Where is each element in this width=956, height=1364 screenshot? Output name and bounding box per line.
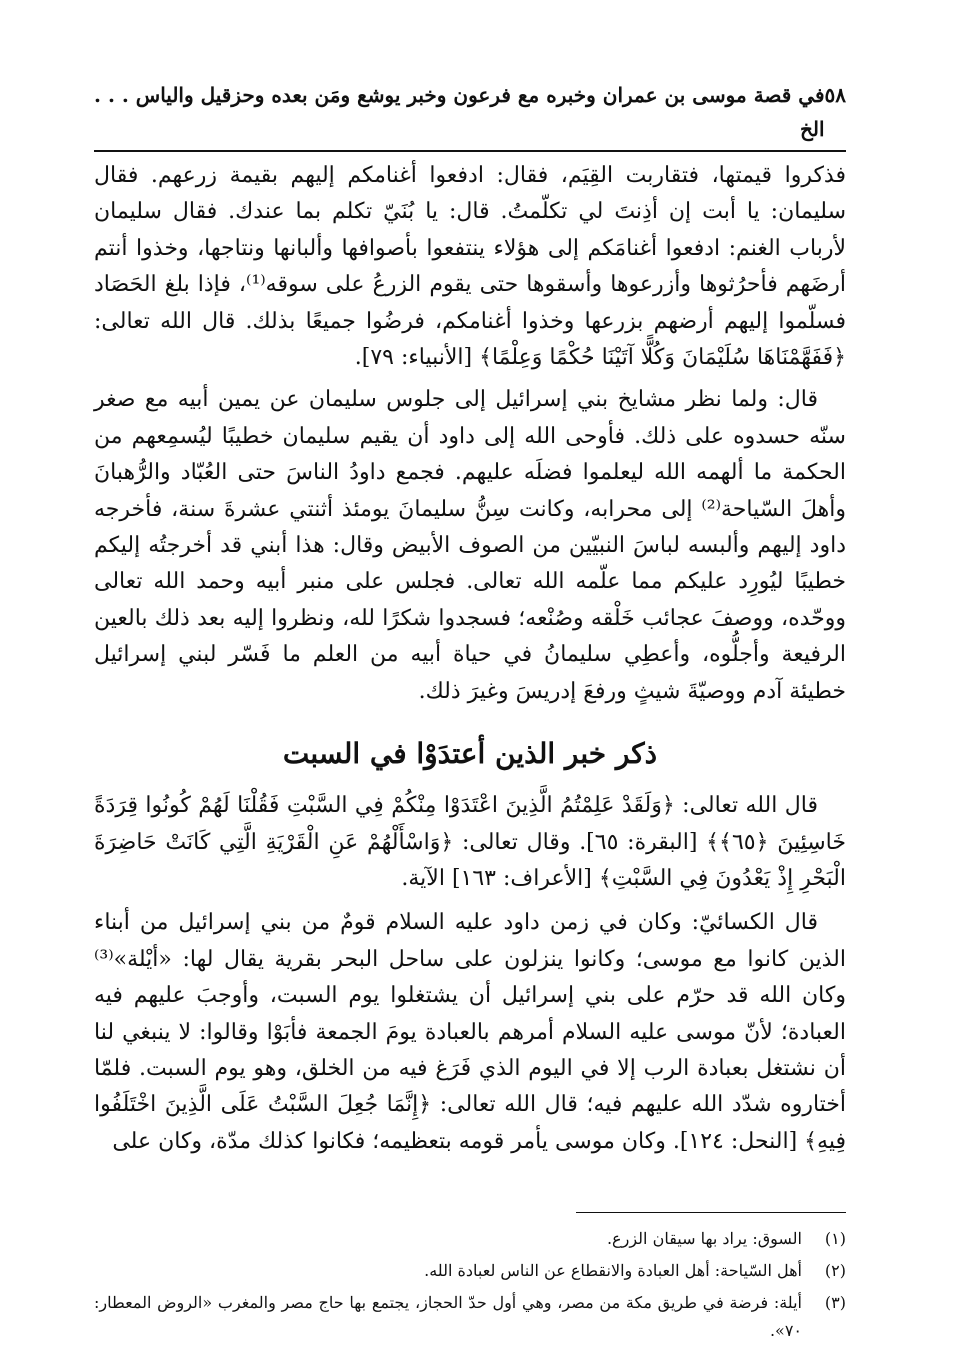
paragraph-1: فذكروا قيمتها، فتقاربت القِيَم، فقال: ادفعوا أغنامكم إليهم بقيمة زرعهم. فقال سليمان: يا أبت إن أذِنتَ لي تكلّمتُ. قال: يا بُنَيّ تكلم بما عندك. فقال سليمان لأرباب الغنم: ادفعوا أغنامَكم إلى هؤلاء ينتفعوا بأصوافها وألبانها ونتاجها، وخذوا أنتم أرضَهم فأحرُثوها وأزرعوها وأسقوها حتى يقوم الزرعُ على سوقه⁽¹⁾، فإذا بلغ الحَصَاد فسلّموا إليهم أرضهم بزرعها وخذوا أغنامكم، فرضُوا جميعًا بذلك. قال الله تعالى: ﴿فَفَهَّمْنَاهَا سُلَيْمَانَ وَكُلًّا آتَيْنَا حُكْمًا وَعِلْمًا﴾ [الأنبياء: ٧٩].	[94, 163, 846, 371]
footnote-number: (٣)	[824, 1293, 846, 1313]
footnote-number: (٢)	[824, 1261, 846, 1281]
footnote-divider	[576, 1212, 846, 1213]
running-title: في قصة موسى بن عمران وخبره مع فرعون وخبر يوشع ومَن بعده وحزقيل والياس . . . الخ	[94, 83, 825, 141]
footnote-item	[94, 1257, 846, 1285]
page-number: ٥٨	[824, 83, 846, 107]
footnote-number: (١)	[824, 1229, 846, 1249]
paragraph-2: قال: ولما نظر مشايخ بني إسرائيل إلى جلوس سليمان عن يمين أبيه مع صغر سنّه حسدوه على ذلك. فأوحى الله إلى داود أن يقيم سليمان خطيبًا ليُسمِعهم من الحكمة ما ألهمه الله ليعلموا فضلَه عليهم. فجمع داودُ الناسَ حتى العُبّاد والرُّهبانَ وأهلَ السّياحة⁽²⁾ إلى محرابه، وكانت سِنُّ سليمانَ يومئذ أثنتي عشرةَ سنة، فأخرجه داود إليهم وألبسه لباسَ النبيّين من الصوف الأبيض وقال: هذا أبني قد أخرجتُه إليكم خطيبًا ليُورِد عليكم مما علّمه الله تعالى. فجلس على منبر أبيه وحمد الله تعالى ووحّده، ووصفَ عجائب خَلْقه وصُنْعه؛ فسجدوا شكرًا لله، ونظروا إليه بعد ذلك بالعين الرفيعة وأجلُّوه، وأعطِي سليمانُ في حياة أبيه من العلم ما فَسّر لبني إسرائيل خطيئة آدم ووصيّةَ شيثٍ ورفعَ إدريسَ وغيرَ ذلك.	[94, 387, 846, 704]
footnote-item	[94, 1225, 846, 1253]
paragraph-4: قال الكسائيّ: وكان في زمن داود عليه السلام قومٌ من بني إسرائيل من أبناء الذين كانوا مع موسى؛ وكانوا ينزلون على ساحل البحر بقرية يقال لها: «أيْلة»⁽³⁾ وكان الله قد حرّم على بني إسرائيل أن يشتغلوا يوم السبت، وأوجبَ عليهم فيه العبادة؛ لأنّ موسى عليه السلام أمرهم بالعبادة يومَ الجمعة فأبَوْا وقالوا: لا ينبغي لنا أن نشتغل بعبادة الرب إلا في اليوم الذي فَرَغ فيه من الخلق، وهو يوم السبت. فلمّا أختاروه شدّد الله عليهم فيه؛ قال الله تعالى: ﴿إِنَّمَا جُعِلَ السَّبْتُ عَلَى الَّذِينَ اخْتَلَفُوا فِيهِ﴾ [النحل: ١٢٤]. وكان موسى يأمر قومه بتعظيمه؛ فكانوا كذلك مدّة، وكان على	[94, 910, 846, 1154]
section-title: ذكر خبر الذين أعتدَوْا في السبت	[282, 737, 658, 771]
paragraph-3: قال الله تعالى: ﴿وَلَقَدْ عَلِمْتُمُ الَّذِينَ اعْتَدَوْا مِنْكُمْ فِي السَّبْتِ فَقُلْنَا لَهُمْ كُونُوا قِرَدَةً خَاسِئِينَ ﴿٦٥﴾﴾ [البقرة: ٦٥]. وقال تعالى: ﴿وَاسْأَلْهُمْ عَنِ الْقَرْيَةِ الَّتِي كَانَتْ حَاضِرَةَ الْبَحْرِ إِذْ يَعْدُونَ فِي السَّبْتِ﴾ [الأعراف: ١٦٣] الآية.	[94, 793, 846, 891]
footnote-text: السوق: يراد بها سيقان الزرع.	[606, 1229, 802, 1249]
header-divider	[94, 150, 846, 152]
book-page	[94, 78, 846, 1349]
page-header	[94, 78, 846, 150]
footnote-text: أهل السّياحة: أهل العبادة والانقطاع عن الناس لعبادة الله.	[424, 1261, 802, 1281]
footnote-item	[94, 1289, 846, 1345]
footnotes	[94, 1225, 846, 1345]
footnote-text: أيلة: فرضة في طريق مكة من مصر، وهي أول حدّ الحجاز، يجتمع بها حاج مصر والمغرب «الروض المعطار: ٧٠».	[94, 1293, 803, 1341]
